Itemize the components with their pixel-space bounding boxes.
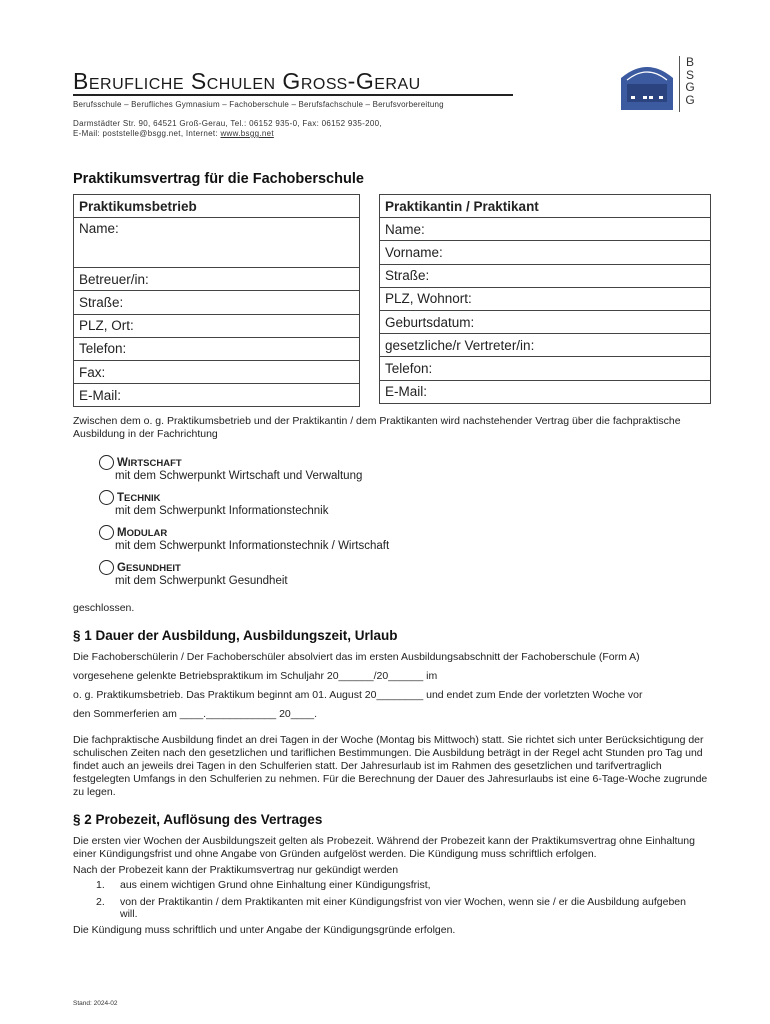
intern-table	[379, 194, 711, 404]
s2-paragraph: Die ersten vier Wochen der Ausbildungszeit gelten als Probezeit. Während der Probezeit kann der Praktikumsvertrag ohne Einhaltung einer Kündigungsfrist und ohne Angabe von Gründen aufgelöst werden. Die Kündigung muss schriftlich erfolgen.	[73, 835, 695, 860]
title-rule	[73, 94, 513, 96]
intern-email-field[interactable]: E-Mail:	[380, 380, 711, 403]
company-supervisor-field[interactable]: Betreuer/in:	[74, 268, 360, 291]
company-email-field[interactable]: E-Mail:	[74, 384, 360, 407]
s1-line-4: den Sommerferien am ____.____________ 20____.	[73, 708, 318, 720]
intern-name-field[interactable]: Name:	[380, 218, 711, 241]
intern-phone-field[interactable]: Telefon:	[380, 357, 711, 380]
s2-item-1-text: aus einem wichtigen Grund ohne Einhaltung einer Kündigungsfrist,	[120, 879, 431, 891]
intern-street-field[interactable]: Straße:	[380, 264, 711, 287]
school-contact	[73, 129, 274, 138]
logo-letters: B S G G	[685, 55, 695, 107]
footer-version: Stand: 2024-02	[73, 1000, 118, 1007]
intern-firstname-field[interactable]: Vorname:	[380, 241, 711, 264]
intern-city-field[interactable]: PLZ, Wohnort:	[380, 287, 711, 310]
s1-line-1: Die Fachoberschülerin / Der Fachoberschüler absolviert das im ersten Ausbildungsabschnitt der Fachoberschule (Form A)	[73, 651, 640, 663]
email-text: E-Mail: poststelle@bsgg.net, Internet:	[73, 129, 221, 138]
radio-wirtschaft[interactable]	[99, 455, 114, 470]
radio-technik[interactable]	[99, 490, 114, 505]
school-name: Berufliche Schulen Groß-Gerau	[73, 68, 421, 94]
company-phone-field[interactable]: Telefon:	[74, 337, 360, 360]
company-street-field[interactable]: Straße:	[74, 291, 360, 314]
company-table-heading: Praktikumsbetrieb	[74, 195, 360, 218]
intern-guardian-field[interactable]: gesetzliche/r Vertreter/in:	[380, 334, 711, 357]
intro-text: Zwischen dem o. g. Praktikumsbetrieb und der Praktikantin / dem Praktikanten wird nachstehender Vertrag über die fachpraktische Ausbildung in der Fachrichtung	[73, 415, 681, 440]
s2-final-text: Die Kündigung muss schriftlich und unter Angabe der Kündigungsgründe erfolgen.	[73, 924, 456, 936]
s1-line-3: o. g. Praktikumsbetrieb. Das Praktikum beginnt am 01. August 20________ und endet zum Ende der vorletzten Woche vor	[73, 689, 643, 701]
s2-after-text: Nach der Probezeit kann der Praktikumsvertrag nur gekündigt werden	[73, 864, 399, 876]
s1-line-2: vorgesehene gelenkte Betriebspraktikum im Schuljahr 20______/20______ im	[73, 670, 438, 682]
concluded-text: geschlossen.	[73, 602, 135, 614]
company-city-field[interactable]: PLZ, Ort:	[74, 314, 360, 337]
school-logo-icon	[619, 60, 675, 110]
logo-divider	[679, 56, 680, 112]
company-table	[73, 194, 360, 407]
company-fax-field[interactable]: Fax:	[74, 360, 360, 383]
website-link[interactable]: www.bsgg.net	[220, 129, 274, 138]
section-1-title: § 1 Dauer der Ausbildung, Ausbildungszeit, Urlaub	[73, 628, 398, 643]
document-title: Praktikumsvertrag für die Fachoberschule	[73, 171, 364, 187]
intern-table-heading: Praktikantin / Praktikant	[380, 195, 711, 218]
school-types: Berufsschule – Berufliches Gymnasium – Fachoberschule – Berufsfachschule – Berufsvorbereitung	[73, 100, 444, 109]
company-name-field[interactable]: Name:	[74, 218, 360, 268]
s2-item-1-num: 1.	[96, 879, 105, 891]
radio-gesundheit[interactable]	[99, 560, 114, 575]
s2-item-2-text: von der Praktikantin / dem Praktikanten mit einer Kündigungsfrist von vier Wochen, wenn sie / er die Ausbildung aufgeben will.	[120, 896, 686, 920]
intern-birthdate-field[interactable]: Geburtsdatum:	[380, 310, 711, 333]
s2-item-2-num: 2.	[96, 896, 105, 908]
s1-paragraph: Die fachpraktische Ausbildung findet an drei Tagen in der Woche (Montag bis Mittwoch) statt. Sie richtet sich unter Berücksichtigung der schulischen Zeiten nach den gesetzlichen und tariflichen Bestimmungen. Die Ausbildung beträgt in der Regel acht Stunden pro Tag und findet auch an jeweils drei Tagen in den Schulferien statt. Der Jahresurlaub ist im Rahmen des gesetzlichen und tarifvertraglich festgelegten Umfangs in den Schulferien zu nehmen. Für die Berechnung der Dauer des Jahresurlaubs ist eine 6-Tage-Woche zugrunde zu legen.	[73, 734, 708, 798]
section-2-title: § 2 Probezeit, Auflösung des Vertrages	[73, 812, 323, 827]
school-address: Darmstädter Str. 90, 64521 Groß-Gerau, Tel.: 06152 935-0, Fax: 06152 935-200,	[73, 119, 382, 128]
radio-modular[interactable]	[99, 525, 114, 540]
